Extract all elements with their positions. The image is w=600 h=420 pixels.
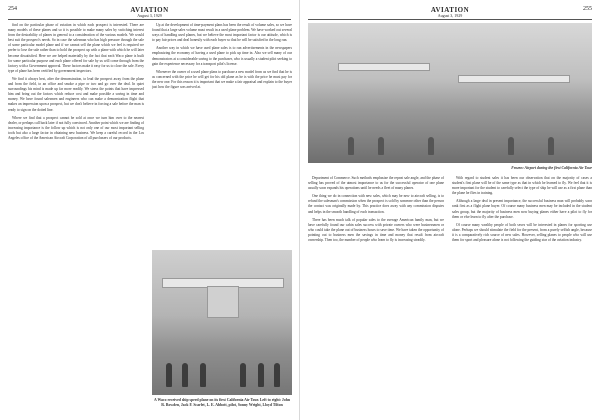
left-header-rule	[8, 19, 291, 20]
right-header-rule	[308, 19, 592, 20]
left-page-date: August 3, 1929	[137, 13, 162, 18]
right-page	[300, 0, 600, 420]
plane-fuselage-shape	[207, 286, 239, 318]
person-figure	[200, 363, 206, 387]
right-page-photo	[308, 23, 592, 163]
right-col1-paragraph: One thing we do in connection with new sales, which may be new to aircraft selling, is to refund the salesman's commission when the prospect is sold by someone other than the person the contact was originally made by. This practice does away with any commission disputes and helps in the smooth handling of each transaction.	[308, 194, 444, 214]
person-figure	[240, 363, 246, 387]
left-page-number: 254	[8, 6, 17, 12]
right-photo-caption: Frozen: Airport during the first California Air Tour	[511, 166, 592, 170]
right-page-header	[308, 4, 592, 18]
right-col1-paragraph: There has been much talk of popular sales to the average American family man, but we have carefully found our cabin sales success with private owners who were businessmen or who could take the plane out of business hours to save time. We have taken the opportunity of pointing out to business men the savings in time and money that result from aircraft ownership. Then too, the number of people who learn to fly is increasing steadily.	[308, 217, 444, 243]
right-col2-paragraph: Although a large deal in present importance, the successful business man will probably soon rank first as a flight plane buyer. Of course many business men may be included in the student sales group, but the majority of business men now buying planes either have a pilot to fly for them or else learn to fly after the purchase.	[452, 199, 592, 219]
right-page-title: AVIATION	[430, 6, 470, 14]
left-page-header	[8, 4, 291, 18]
person-figure	[166, 363, 172, 387]
left-page-photo	[152, 250, 292, 395]
person-figure	[508, 137, 514, 155]
right-page-date: August 3, 1929	[437, 13, 463, 18]
person-figure	[274, 363, 280, 387]
person-figure	[348, 137, 354, 155]
right-col2-paragraph: With regard to student sales it has been our observation that on the majority of cases a student's first plane will be of the same type as that in which he learned to fly. We feel that it is more important for the student to carefully select the type of ship he will use as a first plane than the plane he flies in training.	[452, 176, 592, 196]
person-figure	[378, 137, 384, 155]
left-column-1	[8, 23, 144, 413]
person-figure	[258, 363, 264, 387]
left-col2-paragraph: Another way in which we have used plane sales is to run advertisements in the newspapers emphasizing the economy of having a used plane to pick up time in. Also we sell many of our demonstrators at a considerable saving to the purchaser, who is usually a student pilot seeking to gain the experience necessary for a transport pilot's license.	[152, 46, 292, 66]
left-col1-paragraph: We find it always best, after the demonstration, to lead the prospect away from the plane and from the field, to an office and smoke a pipe or two and go over the deal. In quiet surroundings his mind is made up far more readily. We stress the points that have impressed him and bring out the factors which reduce cost and make possible a saving in time and money. We have found salesmen and engineers who can make a demonstration flight that makes an impression upon a prospect, but we don't believe in forcing a sale before the man is ready to sign on the dotted line.	[8, 76, 144, 112]
left-photo-caption: A Waco received ship speed plane on its first California Air Tour. Left to right: John R. Bowden, Jack F. Scarlet, L. E. Abbott, pilot, Sonny Wright, Lloyd Tilton	[154, 398, 290, 407]
left-col2-paragraph: Whenever the owner of a used plane plans to purchase a new model from us we find that he is as concerned with the price he will get for his old plane as he is with the price he must pay for the new one. For this reason it is important that we make a fair appraisal and explain to the buyer just how the figure was arrived at.	[152, 69, 292, 90]
plane-wing-shape	[458, 75, 570, 83]
person-figure	[182, 363, 188, 387]
right-column-2	[452, 176, 592, 414]
left-column-2	[152, 23, 292, 248]
left-col2-paragraph: Up at the development of time-payment plans has been the result of volume sales, so we have found that a large sales volume must result in a used plane problem. We have worked out several ways of handling used planes, but we believe the most important factor is our attitude, which is to pay fair prices and deal honestly with each buyer so that he will be satisfied in the long run.	[152, 23, 292, 43]
plane-wing-shape	[338, 63, 430, 71]
person-figure	[548, 137, 554, 155]
right-col2-paragraph: Of course many wealthy people of both sexes will be interested in planes for sporting use alone. Perhaps we should stimulate the field for the present, from a purely selfish angle, because it is a comparatively rich source of new sales. However, selling planes to people who will use them for sport and pleasure alone is not following the guiding star of the aviation industry.	[452, 222, 592, 243]
person-figure	[428, 137, 434, 155]
left-page-title: AVIATION	[130, 6, 169, 14]
right-column-1	[308, 176, 444, 414]
left-col1-paragraph: find on the particular phase of aviation in which each prospect is interested. There are many models of these planes and so it is possible to make many sales by switching interest from the desirability of planes in general to a consideration of the various models. We would best suit the prospect's needs. So in case the salesman who has high pressure through the sale of some particular model plane and if we cannot sell the plane which we feel is required we prefer to lose the sale rather than to hold the prospect up with a plane with which he will later become dissatisfied. Here we are helped materially by the fact that each Waco plane is built for some particular purpose and each plane offered for sale by us will come through from the factory with a Government approval. These factors make it easy for us to close the sale. Every type of plane has been certified by government inspectors.	[8, 23, 144, 73]
right-page-number: 255	[583, 6, 592, 12]
left-col1-paragraph: Where we find that a prospect cannot be sold at once we turn him over to the nearest dealer, or perhaps call back later if not fully convinced. Another point which we are finding of increasing importance is the follow up which is not only one of our most important selling tools but also a large factor in obtaining new business. We keep a careful record in the Los Angeles office of the American Aircraft Corporation of all purchasers of our products.	[8, 115, 144, 140]
right-col1-paragraph: Department of Commerce. Such methods emphasize the repeat sale angle, and the phase of selling has proved of the utmost importance to us for the successful operator of one plane usually soon expands his operations until he needs a fleet of many planes.	[308, 176, 444, 191]
